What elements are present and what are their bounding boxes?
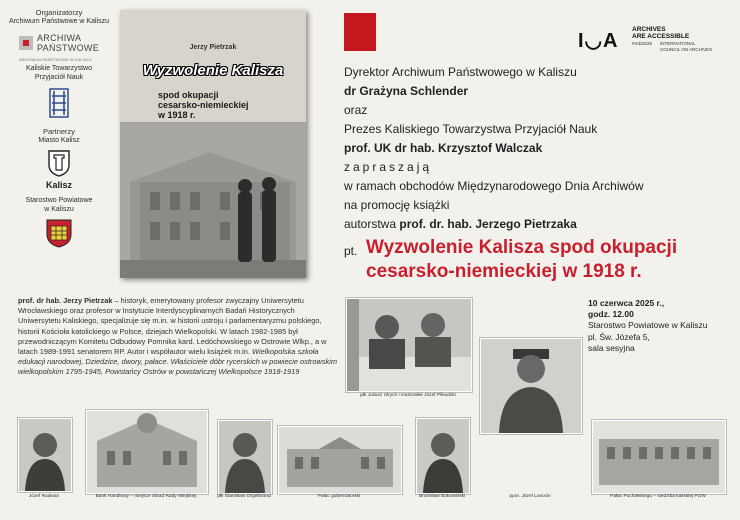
invitation-line2: dr Grażyna Schlender — [344, 84, 469, 98]
photo-ulrych-pilsudski — [346, 298, 472, 392]
sidebar — [6, 8, 112, 251]
caption-orgelbrand: płk Stanisław Orgelbrand — [217, 494, 271, 499]
invitation-line5: prof. UK dr hab. Krzysztof Walczak — [344, 141, 543, 155]
invitation-line4: Prezes Kaliskiego Towarzystwa Przyjaciół Nauk — [344, 122, 598, 136]
ica-logo — [578, 26, 738, 52]
author-bio — [18, 296, 338, 378]
bio-book-titles: Wielkopolska szkoła edukacji narodowej, Dziedzice, dwory, pałace. Właściciele dóbr rycerskich w powiecie ostrowskim wielkopolskim 1795-1945, Powstańcy Ostrów w powstańczej Wielkopolsce 1918-1919 — [18, 347, 338, 377]
organizers-label: Organizatorzy — [35, 8, 83, 17]
book-subtitle-line1: spod okupacji — [158, 90, 219, 100]
invitation-line9 — [344, 215, 736, 234]
archiwa-panstwowe-logo — [9, 32, 109, 62]
caption-radwan: Józef Radwan — [28, 494, 60, 499]
organizer-ktpn-line1: Kaliskie Towarzystwo — [25, 65, 92, 72]
caption-bank: Bank Handlowy – miejsce obrad Rady Miejskiej — [95, 494, 197, 499]
powiat-crest-icon — [45, 218, 73, 248]
event-book-title-line2: cesarsko-niemieckiej w 1918 r. — [366, 261, 642, 282]
caption-lasocki: ppor. Józef Lasocki — [509, 494, 551, 499]
event-place-3: sala sesyjna — [588, 342, 635, 353]
photo-bank-handlowy — [86, 410, 208, 494]
event-date: 10 czerwca 2025 r., — [588, 298, 665, 308]
partner-starostwo-line2: w Kaliszu — [44, 206, 74, 213]
invitation-line1: Dyrektor Archiwum Państwowego w Kaliszu — [344, 65, 577, 79]
ica-council-1: INTERNATIONAL — [660, 41, 696, 46]
photo-palac-puchalskiego — [592, 420, 726, 494]
kalisz-crest-icon — [47, 149, 71, 177]
invitation-line9-prefix: autorstwa — [344, 217, 400, 231]
photo-bukowinski — [416, 418, 470, 494]
photo-orgelbrand — [218, 420, 272, 494]
ica-tag: #IAD2025 — [632, 41, 653, 46]
book-cover — [120, 10, 306, 278]
caption-bukowinski: Bronisław Bukowiński — [418, 494, 466, 499]
invitation-line6: zapraszają — [344, 160, 433, 174]
partners-label: Partnerzy — [42, 127, 76, 136]
caption-ulrych: płk Juliusz Ulrych i marszałek Józef Piłsudski — [360, 393, 456, 398]
kalisz-wordmark: Kalisz — [45, 180, 72, 190]
ica-line2: ARE ACCESSIBLE — [632, 33, 690, 40]
event-place-1: Starostwo Powiatowe w Kaliszu — [588, 320, 708, 331]
book-subtitle-line3: w 1918 r. — [158, 110, 196, 120]
caption-puchalski: Pałac Puchalskiego – siedziba kaliskiej POW — [610, 494, 706, 499]
book-title: Wyzwolenie Kalisza — [142, 62, 284, 79]
book-cover-photo — [120, 122, 306, 278]
ica-line1: ARCHIVES — [632, 26, 666, 33]
ica-mark-icon: I◡A — [578, 30, 619, 52]
red-accent-block — [344, 13, 376, 51]
photo-palac-gubernatorski — [278, 426, 402, 494]
invitation-line3: oraz — [344, 103, 368, 117]
event-place-2: pl. Św. Józefa 5, — [588, 331, 650, 342]
title-prefix: pt. — [344, 244, 358, 258]
ap-logo-line2: PAŃSTWOWE — [37, 43, 100, 53]
event-book-title — [366, 236, 677, 284]
book-subtitle-line2: cesarsko-niemieckiej — [158, 100, 249, 110]
photo-lasocki-portrait — [480, 338, 582, 434]
photo-radwan — [18, 418, 72, 492]
book-author: Jerzy Pietrzak — [189, 44, 237, 51]
organizer-archive-name: Archiwum Państwowe w Kaliszu — [9, 18, 109, 25]
event-time: godz. 12.00 — [588, 309, 634, 320]
invitation-line9-author: prof. dr. hab. Jerzego Pietrzaka — [399, 217, 577, 231]
organizer-ktpn-line2: Przyjaciół Nauk — [34, 74, 84, 81]
ktpn-logo-icon — [49, 88, 69, 118]
bio-author-name: prof. dr hab. Jerzy Pietrzak — [18, 296, 113, 305]
event-book-title-line1: Wyzwolenie Kalisza spod okupacji — [366, 237, 678, 258]
invitation-line7: w ramach obchodów Międzynarodowego Dnia Archiwów — [344, 179, 644, 193]
partner-city-name: Miasto Kalisz — [38, 137, 80, 144]
ap-logo-line1: ARCHIWA — [37, 33, 82, 43]
ica-council-2: COUNCIL ON ARCHIVES — [660, 47, 713, 52]
book-subtitle — [158, 90, 249, 120]
archiwa-logo-icon — [19, 36, 33, 50]
event-details — [588, 298, 738, 354]
caption-gubernatorski: Pałac gubernatorski — [317, 494, 361, 499]
invitation-text — [344, 63, 736, 234]
invitation-line8: na promocję książki — [344, 198, 450, 212]
ap-logo-line3: ARCHIWUM PAŃSTWOWE W KALISZU — [19, 57, 92, 62]
partner-starostwo-line1: Starostwo Powiatowe — [25, 197, 93, 204]
bio-text: – historyk, emerytowany profesor zwyczajny Uniwersytetu Wrocławskiego oraz profesor w Instytucie Interdyscyplinarnych Badań Historycznych Uniwersytetu Kaliskiego, specjalizuje się m.in. w historii ustroju i parlamentaryzmu polskiego, historii Kościoła katolickiego w Polsce, dziejach Wielkopolski. W latach 1982-1985 był przewodniczącym Komitetu Odbudowy Pomnika kard. Ledóchowskiego w Ostrowie Wlkp., a w latach 1989-1991 senatorem RP. Autor i współautor wielu książek m.in. — [18, 296, 327, 357]
